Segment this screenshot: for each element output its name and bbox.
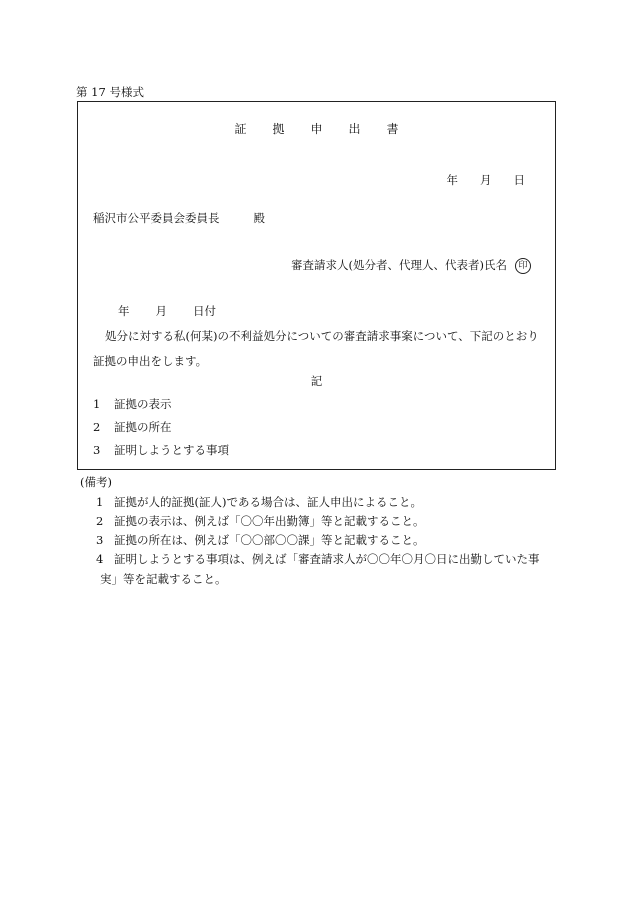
note-item xyxy=(96,513,425,529)
note-text: 証拠の所在は、例えば「〇〇部〇〇課」等と記載すること。 xyxy=(114,533,425,547)
item-text: 証拠の表示 xyxy=(114,397,172,411)
list-item xyxy=(93,442,229,458)
requester-line xyxy=(291,257,531,274)
note-text: 証拠が人的証拠(証人)である場合は、証人申出によること。 xyxy=(114,495,422,509)
document-title xyxy=(78,120,555,137)
subdate-day: 日付 xyxy=(193,304,216,318)
note-item xyxy=(96,532,425,548)
note-number: 4 xyxy=(96,552,104,566)
addressee-name: 稲沢市公平委員会委員長 xyxy=(93,211,220,225)
list-item xyxy=(93,419,172,435)
honorific: 殿 xyxy=(253,211,265,225)
remarks-heading: (備考) xyxy=(80,475,112,489)
note-text: 証明しようとする事項は、例えば「審査請求人が〇〇年〇月〇日に出勤していた事 xyxy=(114,552,540,566)
addressee xyxy=(93,210,265,226)
date-year: 年 xyxy=(446,173,458,187)
submission-date xyxy=(118,303,242,319)
date-line xyxy=(425,172,526,188)
requester-label: 審査請求人(処分者、代理人、代表者)氏名 xyxy=(291,258,507,272)
title-char: 拠 xyxy=(272,122,285,136)
date-month: 月 xyxy=(480,173,492,187)
note-item xyxy=(96,494,422,510)
title-char: 出 xyxy=(348,122,361,136)
form-number: 第 17 号様式 xyxy=(76,85,144,99)
date-day: 日 xyxy=(513,173,525,187)
title-char: 証 xyxy=(234,122,247,136)
subdate-month: 月 xyxy=(155,304,167,318)
item-text: 証拠の所在 xyxy=(114,420,172,434)
form-box xyxy=(77,101,556,470)
body-text: 処分に対する私(何某)の不利益処分についての審査請求事案について、下記のとおり証拠の申出をします。 xyxy=(93,329,539,368)
item-number: 2 xyxy=(93,420,101,434)
ki-heading: 記 xyxy=(310,374,323,388)
note-number: 3 xyxy=(96,533,104,547)
note-text: 証拠の表示は、例えば「〇〇年出勤簿」等と記載すること。 xyxy=(114,514,425,528)
item-number: 3 xyxy=(93,443,101,457)
note-continuation: 実」等を記載すること。 xyxy=(100,572,227,586)
title-char: 申 xyxy=(310,122,323,136)
note-number: 1 xyxy=(96,495,104,509)
title-char: 書 xyxy=(386,122,399,136)
seal-icon: 印 xyxy=(515,258,531,274)
item-number: 1 xyxy=(93,397,101,411)
subdate-year: 年 xyxy=(118,304,130,318)
list-item xyxy=(93,396,172,412)
note-number: 2 xyxy=(96,514,104,528)
note-item xyxy=(96,551,540,567)
item-text: 証明しようとする事項 xyxy=(114,443,229,457)
